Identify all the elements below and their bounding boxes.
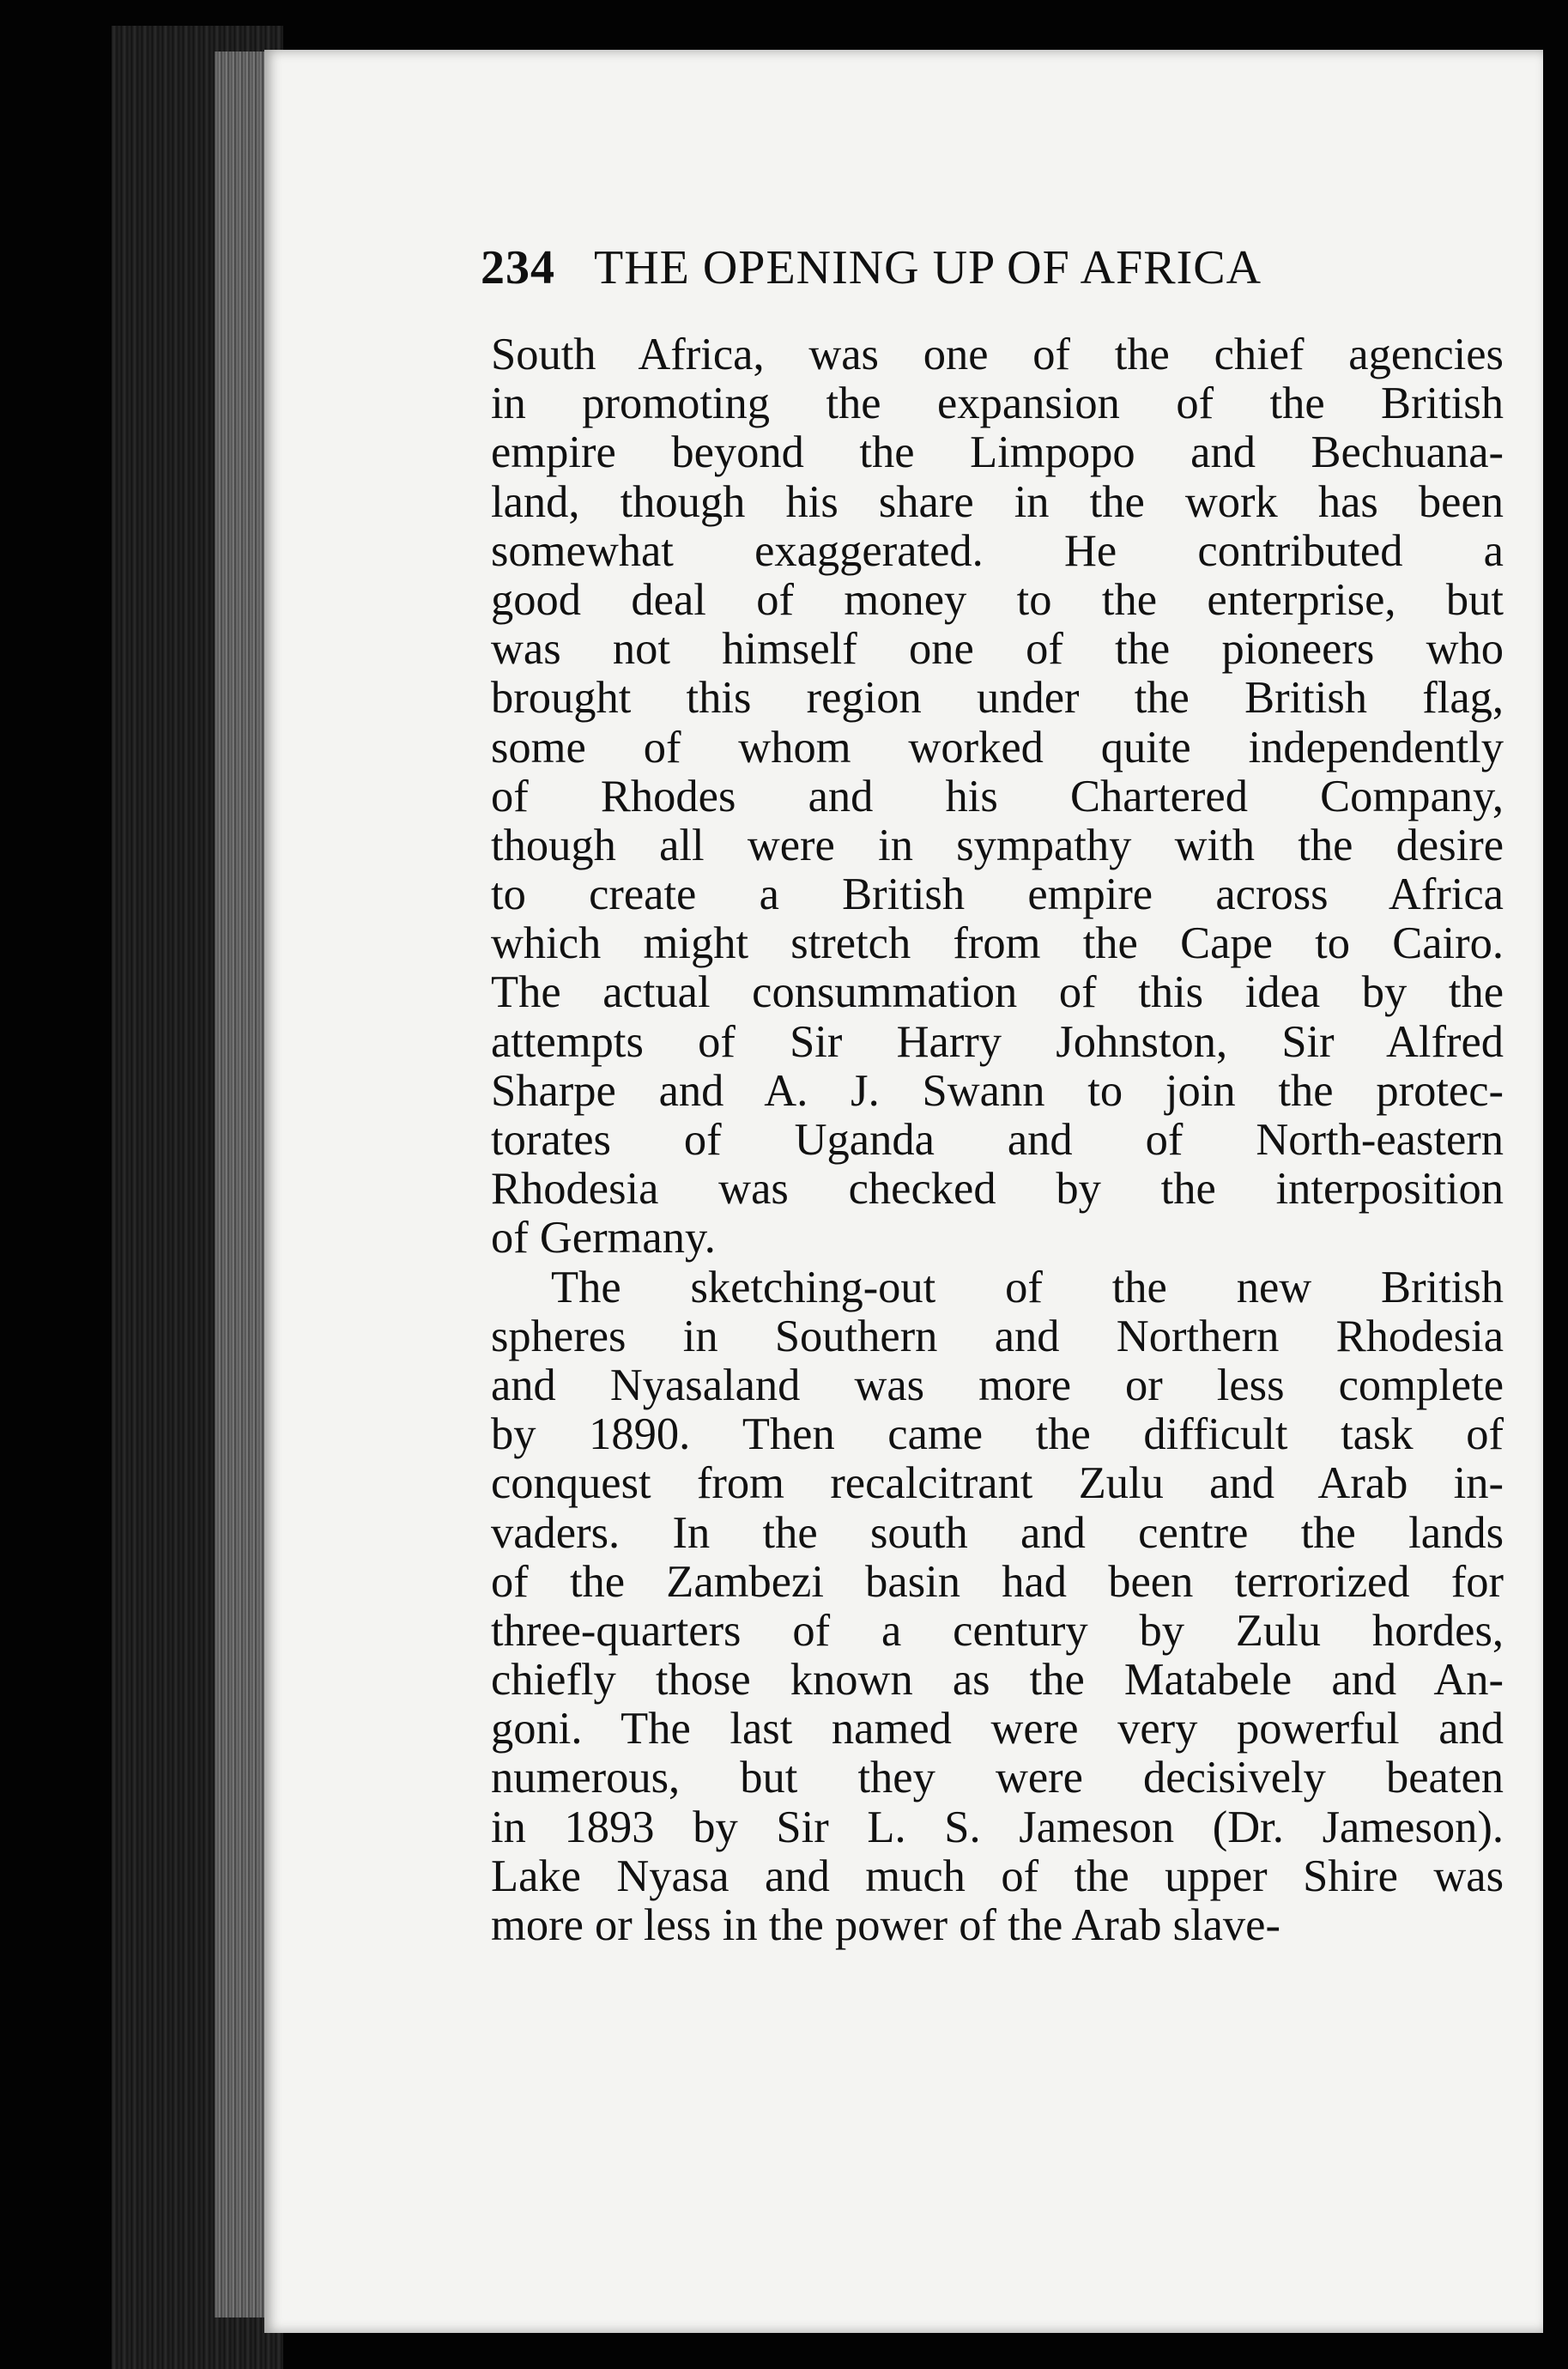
text-line: good deal of money to the enterprise, but <box>491 575 1504 625</box>
body-text <box>491 330 1504 1950</box>
text-line: land, though his share in the work has been <box>491 477 1504 527</box>
text-line: torates of Uganda and of North-eastern <box>491 1116 1504 1165</box>
running-title: THE OPENING UP OF AFRICA <box>594 241 1262 294</box>
text-line: of the Zambezi basin had been terrorized for <box>491 1557 1504 1607</box>
text-line: brought this region under the British flag, <box>491 674 1504 724</box>
text-line: empire beyond the Limpopo and Bechuana- <box>491 428 1504 478</box>
text-line: was not himself one of the pioneers who <box>491 625 1504 675</box>
text-line: vaders. In the south and centre the lands <box>491 1508 1504 1558</box>
text-line: which might stretch from the Cape to Cairo. <box>491 919 1504 969</box>
paragraph-2 <box>491 1263 1504 1951</box>
text-line: spheres in Southern and Northern Rhodesia <box>491 1312 1504 1361</box>
text-line: of Germany. <box>491 1214 716 1263</box>
text-line: to create a British empire across Africa <box>491 870 1504 920</box>
text-line: somewhat exaggerated. He contributed a <box>491 526 1504 576</box>
book-page-edges-highlight <box>215 52 266 2318</box>
page-header <box>481 240 1416 295</box>
text-line: chiefly those known as the Matabele and An- <box>491 1656 1504 1706</box>
text-line: some of whom worked quite independently <box>491 723 1504 772</box>
text-line: South Africa, was one of the chief agencies <box>491 330 1504 379</box>
text-line: numerous, but they were decisively beaten <box>491 1754 1504 1803</box>
text-line: goni. The last named were very powerful and <box>491 1705 1504 1754</box>
text-line: The sketching-out of the new British <box>551 1263 1504 1312</box>
text-line: in 1893 by Sir L. S. Jameson (Dr. Jameson). <box>491 1802 1504 1852</box>
text-line: though all were in sympathy with the desire <box>491 821 1504 870</box>
text-line: Lake Nyasa and much of the upper Shire was <box>491 1851 1504 1901</box>
text-line: Sharpe and A. J. Swann to join the protec- <box>491 1066 1504 1116</box>
text-line: The actual consummation of this idea by the <box>491 968 1504 1018</box>
text-line: three-quarters of a century by Zulu hordes, <box>491 1606 1504 1656</box>
text-line: more or less in the power of the Arab slave- <box>491 1901 1280 1950</box>
text-line: conquest from recalcitrant Zulu and Arab in- <box>491 1459 1504 1509</box>
text-line: Rhodesia was checked by the interposition <box>491 1165 1504 1215</box>
text-line: attempts of Sir Harry Johnston, Sir Alfred <box>491 1017 1504 1067</box>
text-line: and Nyasaland was more or less complete <box>491 1360 1504 1410</box>
page-number: 234 <box>481 241 555 294</box>
text-line: in promoting the expansion of the British <box>491 379 1504 429</box>
paragraph-1 <box>491 330 1504 1263</box>
text-line: by 1890. Then came the difficult task of <box>491 1410 1504 1460</box>
text-line: of Rhodes and his Chartered Company, <box>491 772 1504 821</box>
